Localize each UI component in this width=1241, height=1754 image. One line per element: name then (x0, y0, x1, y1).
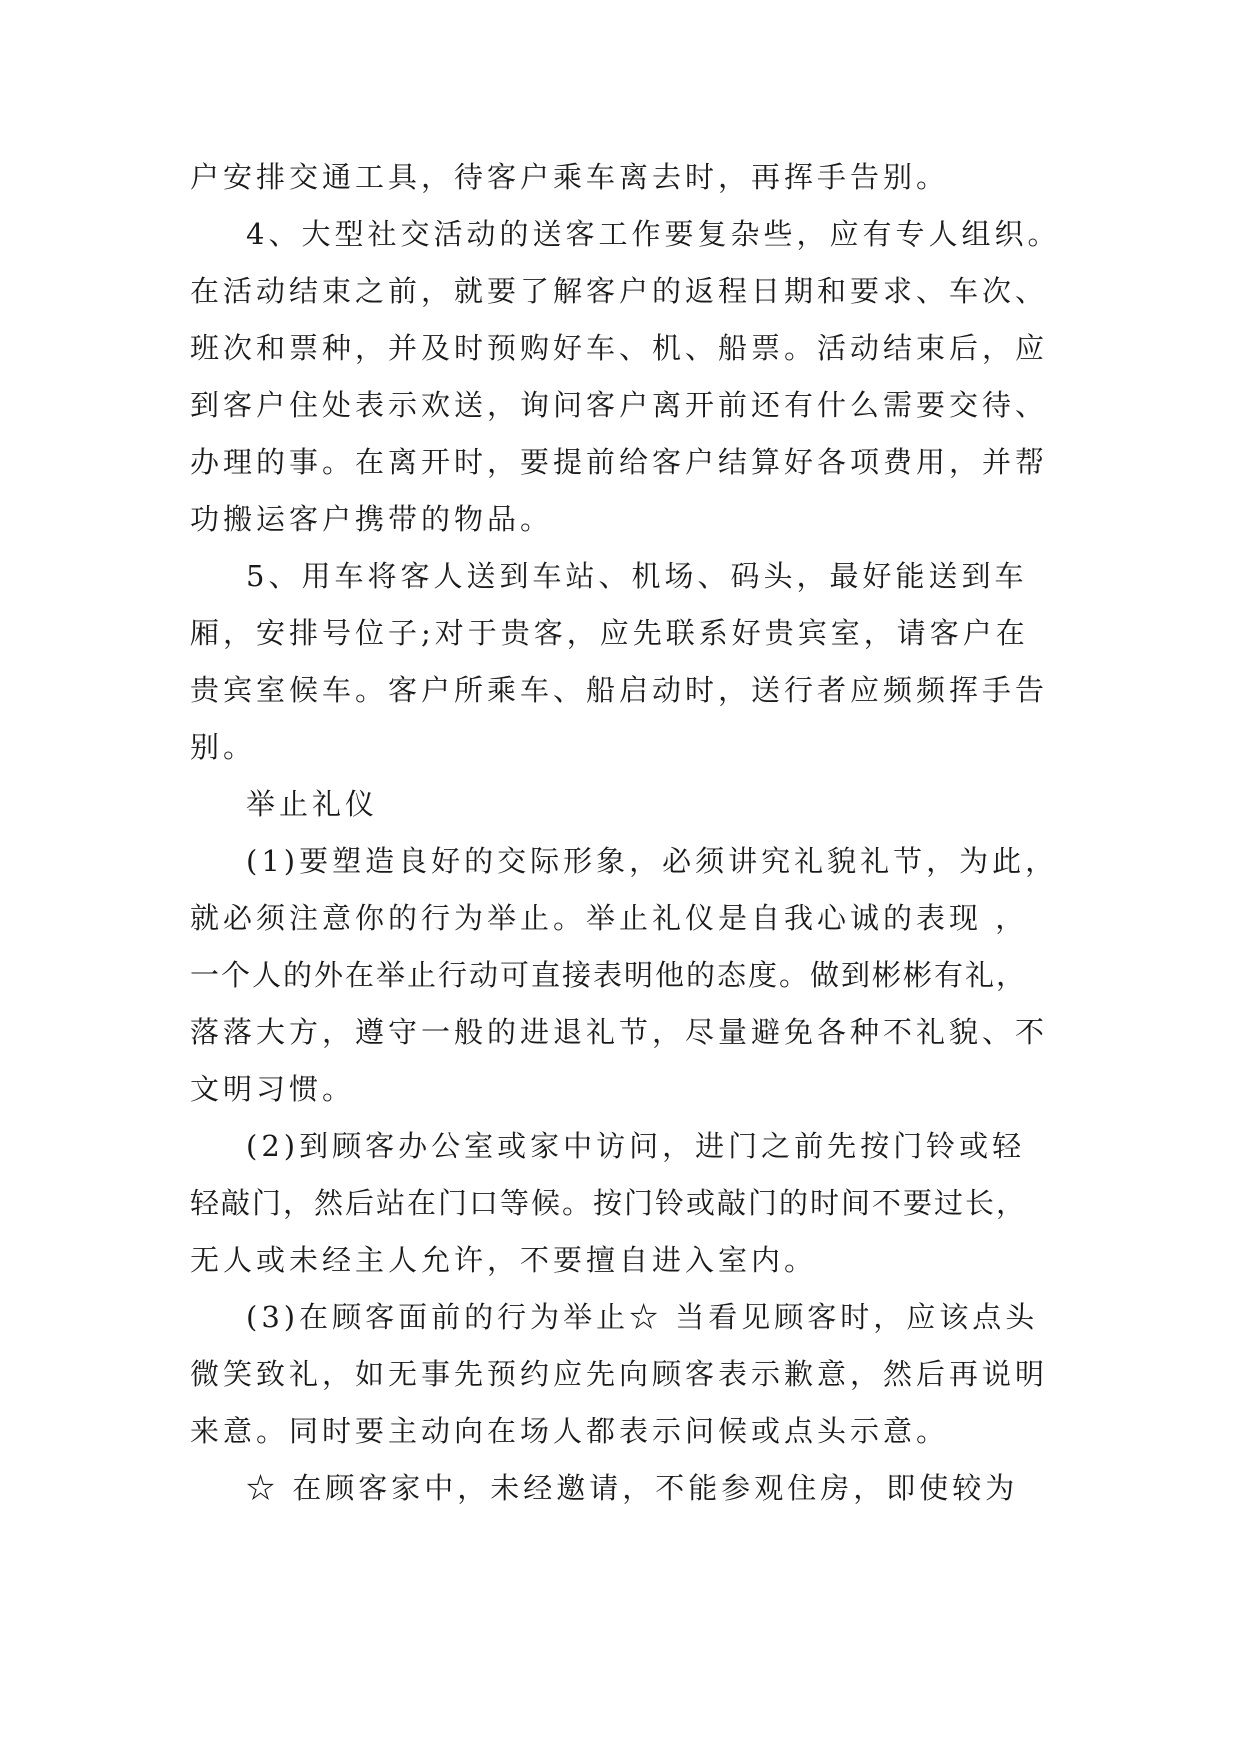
star-paragraph-start: ☆ 在顾客家中，未经邀请，不能参观住房，即使较为 (246, 1471, 1019, 1505)
text-line: 无人或未经主人允许，不要擅自进入室内。 (190, 1243, 818, 1277)
text-line: 到客户住处表示欢送，询问客户离开前还有什么需要交待、 (190, 388, 1049, 422)
paragraph-1-start: (1)要塑造良好的交际形象，必须讲究礼貌礼节，为此， (246, 844, 1059, 878)
text-line: 就必须注意你的行为举止。举止礼仪是自我心诚的表现 ， (190, 901, 1029, 935)
paragraph-4-start: 4、大型社交活动的送客工作要复杂些，应有专人组织。 (246, 217, 1061, 251)
text-line: 别。 (190, 730, 257, 764)
paragraph-5-start: 5、用车将客人送到车站、机场、码头，最好能送到车 (246, 559, 1028, 593)
text-line: 户安排交通工具，待客户乘车离去时，再挥手告别。 (190, 160, 950, 194)
text-line: 厢，安排号位子;对于贵客，应先联系好贵宾室，请客户在 (190, 616, 1029, 650)
text-line: 功搬运客户携带的物品。 (190, 502, 554, 536)
text-line: 在活动结束之前，就要了解客户的返程日期和要求、车次、 (190, 274, 1049, 308)
text-line: 文明习惯。 (190, 1072, 356, 1106)
text-line: 班次和票种，并及时预购好车、机、船票。活动结束后，应 (190, 331, 1049, 365)
text-line: 轻敲门，然后站在门口等候。按门铃或敲门的时间不要过长， (190, 1186, 1028, 1220)
section-heading: 举止礼仪 (246, 787, 379, 821)
text-line: 落落大方，遵守一般的进退礼节，尽量避免各种不礼貌、不 (190, 1015, 1049, 1049)
paragraph-2-start: (2)到顾客办公室或家中访问，进门之前先按门铃或轻 (246, 1129, 1026, 1163)
text-line: 一个人的外在举止行动可直接表明他的态度。做到彬彬有礼， (190, 958, 1028, 992)
paragraph-3-start: (3)在顾客面前的行为举止☆ 当看见顾客时，应该点头 (246, 1300, 1039, 1334)
text-line: 办理的事。在离开时，要提前给客户结算好各项费用，并帮 (190, 445, 1049, 479)
text-line: 贵宾室候车。客户所乘车、船启动时，送行者应频频挥手告 (190, 673, 1049, 707)
text-line: 微笑致礼，如无事先预约应先向顾客表示歉意，然后再说明 (190, 1357, 1049, 1391)
text-line: 来意。同时要主动向在场人都表示问候或点头示意。 (190, 1414, 950, 1448)
